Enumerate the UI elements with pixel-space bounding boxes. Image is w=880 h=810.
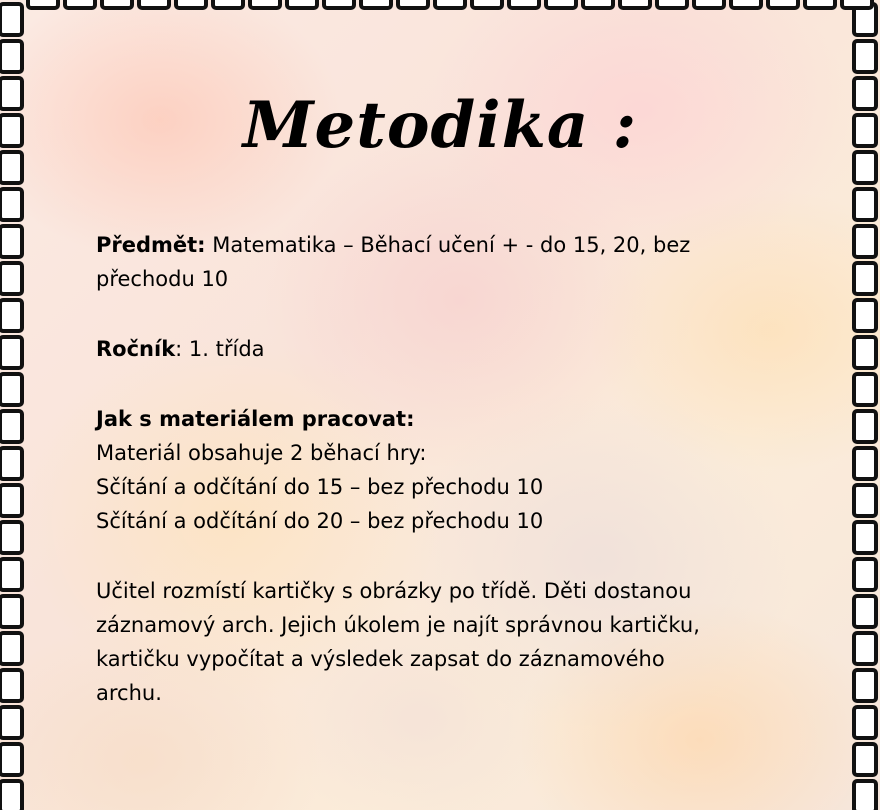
frame-tile bbox=[0, 189, 22, 220]
frame-tile bbox=[731, 0, 761, 8]
subject-line-continued: přechodu 10 bbox=[96, 267, 229, 291]
frame-tile bbox=[854, 781, 876, 810]
subject-label: Předmět: bbox=[96, 233, 206, 257]
description-line: kartičku vypočítat a výsledek zapsat do záznamového bbox=[96, 647, 665, 671]
frame-tile bbox=[213, 0, 243, 8]
frame-tile bbox=[0, 559, 22, 590]
frame-tile bbox=[768, 0, 798, 8]
frame-tile bbox=[0, 374, 22, 405]
frame-tile bbox=[65, 0, 95, 8]
frame-tile bbox=[854, 670, 876, 701]
frame-tile bbox=[0, 4, 22, 35]
frame-tile bbox=[0, 411, 22, 442]
how-to-line: Materiál obsahuje 2 běhací hry: bbox=[96, 441, 427, 465]
frame-tile bbox=[854, 41, 876, 72]
frame-tile bbox=[435, 0, 465, 8]
frame-tile bbox=[854, 522, 876, 553]
frame-tile bbox=[854, 744, 876, 775]
frame-tile bbox=[102, 0, 132, 8]
frame-tile bbox=[620, 0, 650, 8]
frame-tile bbox=[854, 596, 876, 627]
frame-tile bbox=[28, 0, 58, 8]
how-to-line: Sčítání a odčítání do 15 – bez přechodu 10 bbox=[96, 475, 544, 499]
frame-tile bbox=[176, 0, 206, 8]
frame-tile bbox=[0, 300, 22, 331]
frame-tile bbox=[472, 0, 502, 8]
subject-text: Matematika – Běhací učení + - do 15, 20, bez bbox=[205, 233, 691, 257]
frame-tile bbox=[854, 411, 876, 442]
frame-tile bbox=[854, 559, 876, 590]
frame-tile bbox=[842, 0, 872, 8]
grade-label: Ročník bbox=[96, 337, 176, 361]
frame-tile bbox=[805, 0, 835, 8]
frame-tile bbox=[854, 226, 876, 257]
top-frame-border bbox=[28, 0, 872, 8]
frame-tile bbox=[0, 670, 22, 701]
frame-tile bbox=[854, 189, 876, 220]
frame-tile bbox=[657, 0, 687, 8]
frame-tile bbox=[854, 707, 876, 738]
frame-tile bbox=[0, 633, 22, 664]
frame-tile bbox=[0, 41, 22, 72]
frame-tile bbox=[0, 707, 22, 738]
frame-tile bbox=[854, 263, 876, 294]
frame-tile bbox=[0, 448, 22, 479]
grade-text: : 1. třída bbox=[175, 337, 265, 361]
description-line: Učitel rozmístí kartičky s obrázky po třídě. Děti dostanou bbox=[96, 579, 692, 603]
frame-tile bbox=[854, 300, 876, 331]
grade-line bbox=[96, 332, 786, 366]
frame-tile bbox=[583, 0, 613, 8]
how-to-heading: Jak s materiálem pracovat: bbox=[96, 407, 415, 431]
frame-tile bbox=[324, 0, 354, 8]
frame-tile bbox=[0, 596, 22, 627]
frame-tile bbox=[0, 744, 22, 775]
page-title: Metodika : bbox=[242, 88, 638, 163]
frame-tile bbox=[250, 0, 280, 8]
frame-tile bbox=[0, 263, 22, 294]
content-block bbox=[96, 228, 786, 710]
frame-tile bbox=[694, 0, 724, 8]
frame-tile bbox=[139, 0, 169, 8]
frame-tile bbox=[854, 448, 876, 479]
frame-tile bbox=[854, 374, 876, 405]
frame-tile bbox=[0, 337, 22, 368]
frame-tile bbox=[287, 0, 317, 8]
description-line: záznamový arch. Jejich úkolem je najít správnou kartičku, bbox=[96, 613, 700, 637]
frame-tile bbox=[398, 0, 428, 8]
frame-tile bbox=[0, 226, 22, 257]
frame-tile bbox=[854, 633, 876, 664]
how-to-line: Sčítání a odčítání do 20 – bez přechodu 10 bbox=[96, 509, 544, 533]
frame-tile bbox=[854, 485, 876, 516]
description-line: archu. bbox=[96, 681, 162, 705]
frame-tile bbox=[0, 781, 22, 810]
frame-tile bbox=[546, 0, 576, 8]
frame-tile bbox=[0, 485, 22, 516]
frame-tile bbox=[854, 337, 876, 368]
frame-tile bbox=[361, 0, 391, 8]
frame-tile bbox=[0, 522, 22, 553]
subject-line bbox=[96, 228, 786, 262]
frame-tile bbox=[509, 0, 539, 8]
